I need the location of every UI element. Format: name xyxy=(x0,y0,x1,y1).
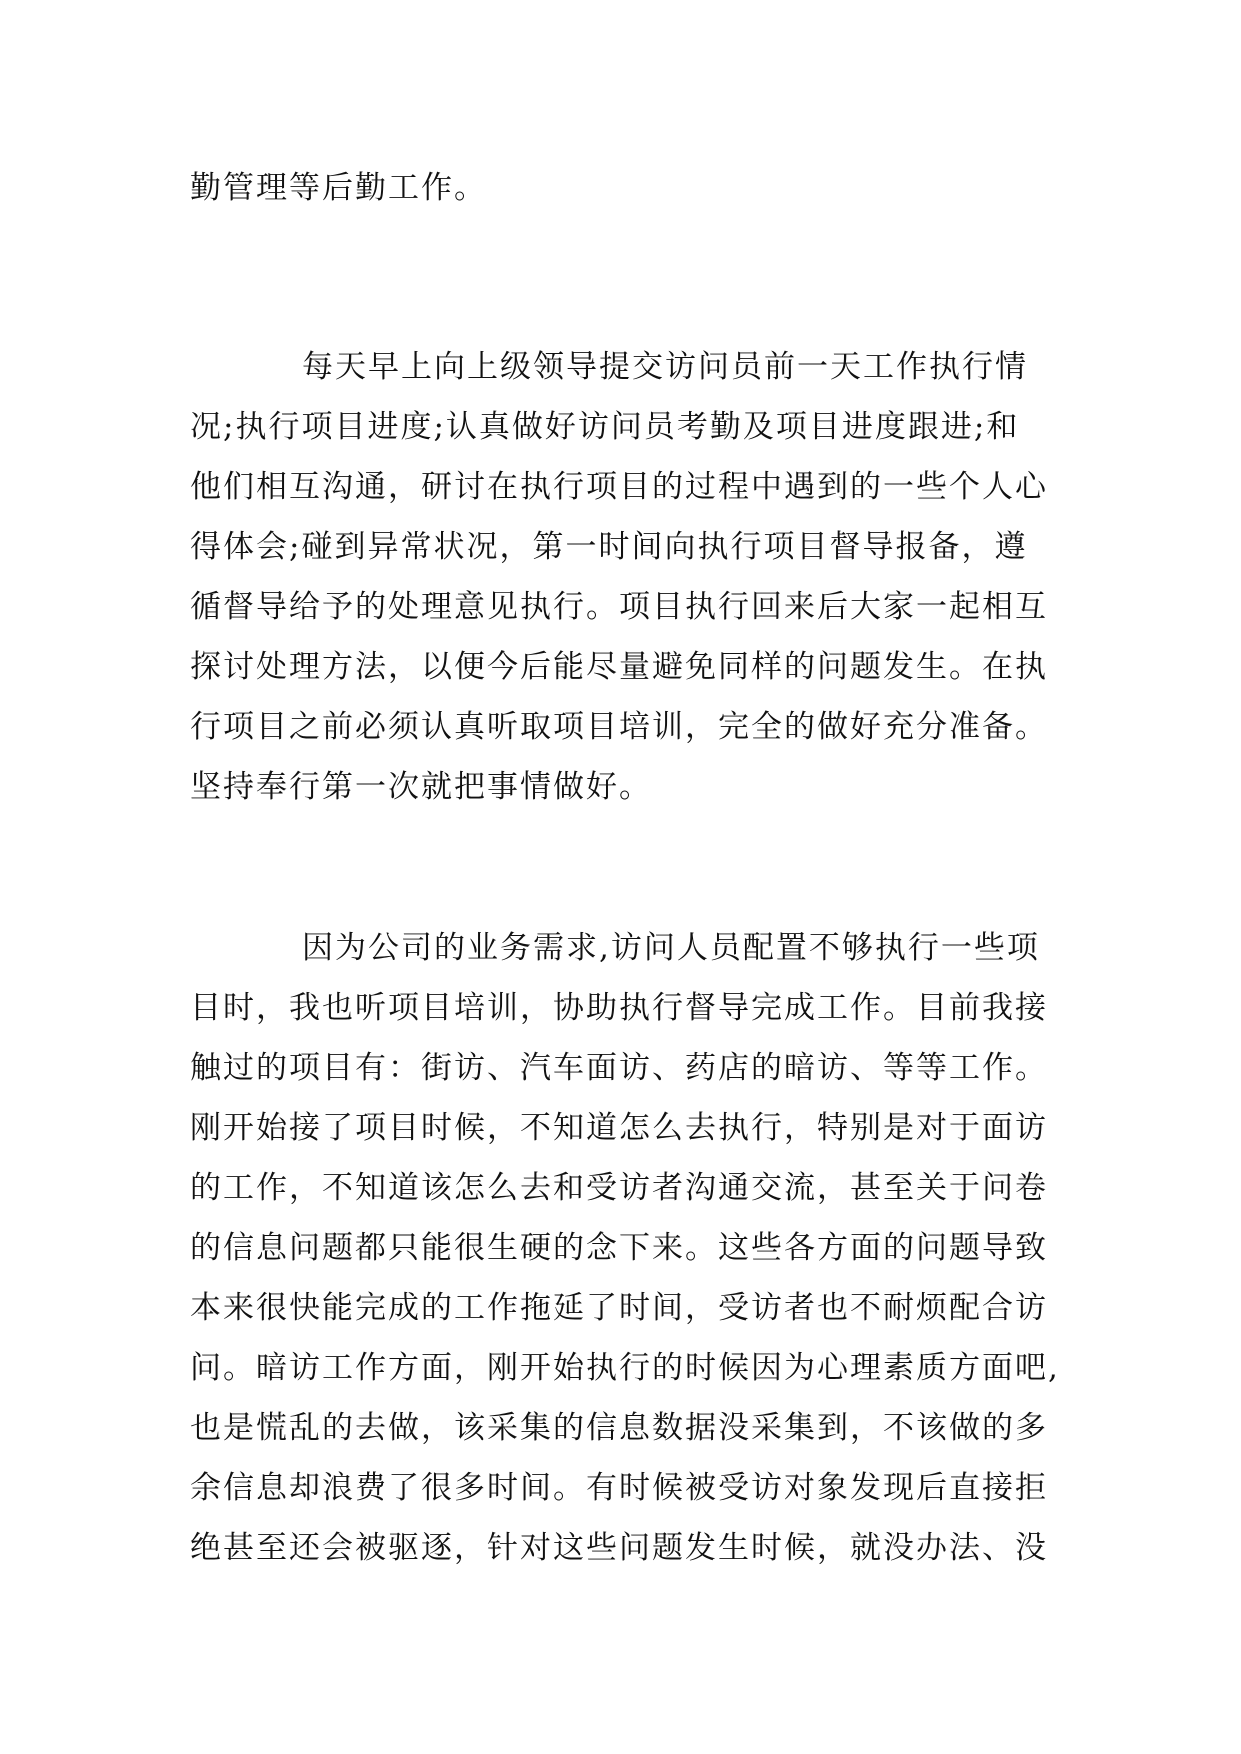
text-line: 探讨处理方法，以便今后能尽量避免同样的问题发生。在执 xyxy=(190,649,1048,685)
text-line: 行项目之前必须认真听取项目培训，完全的做好充分准备。 xyxy=(190,709,1048,745)
text-line: 循督导给予的处理意见执行。项目执行回来后大家一起相互 xyxy=(190,589,1048,625)
paragraph-2 xyxy=(190,337,1050,817)
text-line: 绝甚至还会被驱逐，针对这些问题发生时候，就没办法、没 xyxy=(190,1530,1048,1566)
text-line: 的信息问题都只能很生硬的念下来。这些各方面的问题导致 xyxy=(190,1230,1048,1266)
text-line: 勤管理等后勤工作。 xyxy=(190,170,487,206)
text-line: 的工作，不知道该怎么去和受访者沟通交流，甚至关于问卷 xyxy=(190,1170,1048,1206)
text-line: 因为公司的业务需求,访问人员配置不够执行一些项 xyxy=(302,930,1040,966)
text-line: 触过的项目有：街访、汽车面访、药店的暗访、等等工作。 xyxy=(190,1050,1048,1086)
text-line: 况;执行项目进度;认真做好访问员考勤及项目进度跟进;和 xyxy=(190,409,1020,445)
text-line: 坚持奉行第一次就把事情做好。 xyxy=(190,769,652,805)
paragraph-3 xyxy=(190,918,1060,1578)
text-line: 得体会;碰到异常状况，第一时间向执行项目督导报备，遵 xyxy=(190,529,1028,565)
text-line: 刚开始接了项目时候，不知道怎么去执行，特别是对于面访 xyxy=(190,1110,1048,1146)
text-line: 问。暗访工作方面，刚开始执行的时候因为心理素质方面吧, xyxy=(190,1350,1060,1386)
text-line: 也是慌乱的去做，该采集的信息数据没采集到，不该做的多 xyxy=(190,1410,1048,1446)
text-line: 本来很快能完成的工作拖延了时间，受访者也不耐烦配合访 xyxy=(190,1290,1048,1326)
text-line: 目时，我也听项目培训，协助执行督导完成工作。目前我接 xyxy=(190,990,1048,1026)
paragraph-1 xyxy=(190,158,1050,218)
text-line: 每天早上向上级领导提交访问员前一天工作执行情 xyxy=(302,349,1028,385)
text-line: 他们相互沟通，研讨在执行项目的过程中遇到的一些个人心 xyxy=(190,469,1048,505)
text-line: 余信息却浪费了很多时间。有时候被受访对象发现后直接拒 xyxy=(190,1470,1048,1506)
